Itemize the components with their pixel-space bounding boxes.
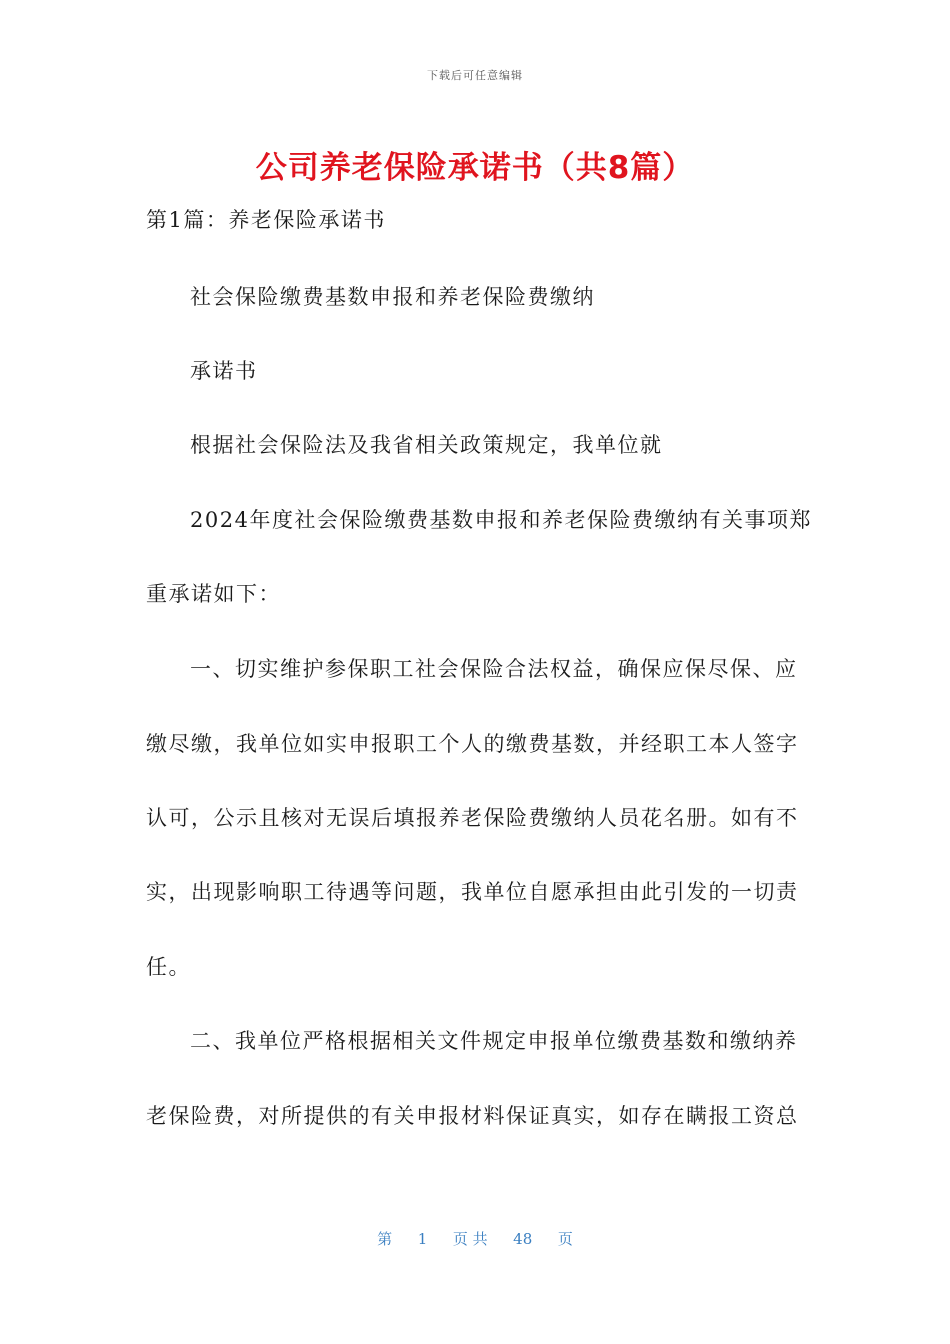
paragraph-line: 承诺书 [190,359,258,383]
document-title: 公司养老保险承诺书（共8篇） [255,150,695,186]
page-number: 1 [417,1230,428,1248]
paragraph-line: 认可，公示且核对无误后填报养老保险费缴纳人员花名册。如有不 [146,806,799,830]
paragraph-line: 老保险费，对所提供的有关申报材料保证真实，如存在瞒报工资总 [146,1104,799,1128]
paragraph-line: 社会保险缴费基数申报和养老保险费缴纳 [190,285,595,309]
paragraph-line: 重承诺如下： [146,582,281,606]
page-footer [0,1228,950,1249]
paragraph-line: 二、我单位严格根据相关文件规定申报单位缴费基数和缴纳养 [190,1029,798,1053]
page-prefix: 第 [377,1230,393,1248]
paragraph-line: 实，出现影响职工待遇等问题，我单位自愿承担由此引发的一切责 [146,880,799,904]
paragraph-line: 根据社会保险法及我省相关政策规定，我单位就 [190,433,663,457]
page-suffix: 页 [557,1230,573,1248]
paragraph-line: 缴尽缴，我单位如实申报职工个人的缴费基数，并经职工本人签字 [146,732,799,756]
paragraph-line: 任。 [146,955,191,979]
page-mid: 页 共 [452,1230,488,1248]
paragraph-line: 一、切实维护参保职工社会保险合法权益，确保应保尽保、应 [190,657,798,681]
paragraph-line: 2024年度社会保险缴费基数申报和养老保险费缴纳有关事项郑 [190,508,812,532]
page-total: 48 [513,1230,533,1248]
section-heading: 第1篇：养老保险承诺书 [146,208,386,232]
header-note: 下载后可任意编辑 [427,69,523,82]
